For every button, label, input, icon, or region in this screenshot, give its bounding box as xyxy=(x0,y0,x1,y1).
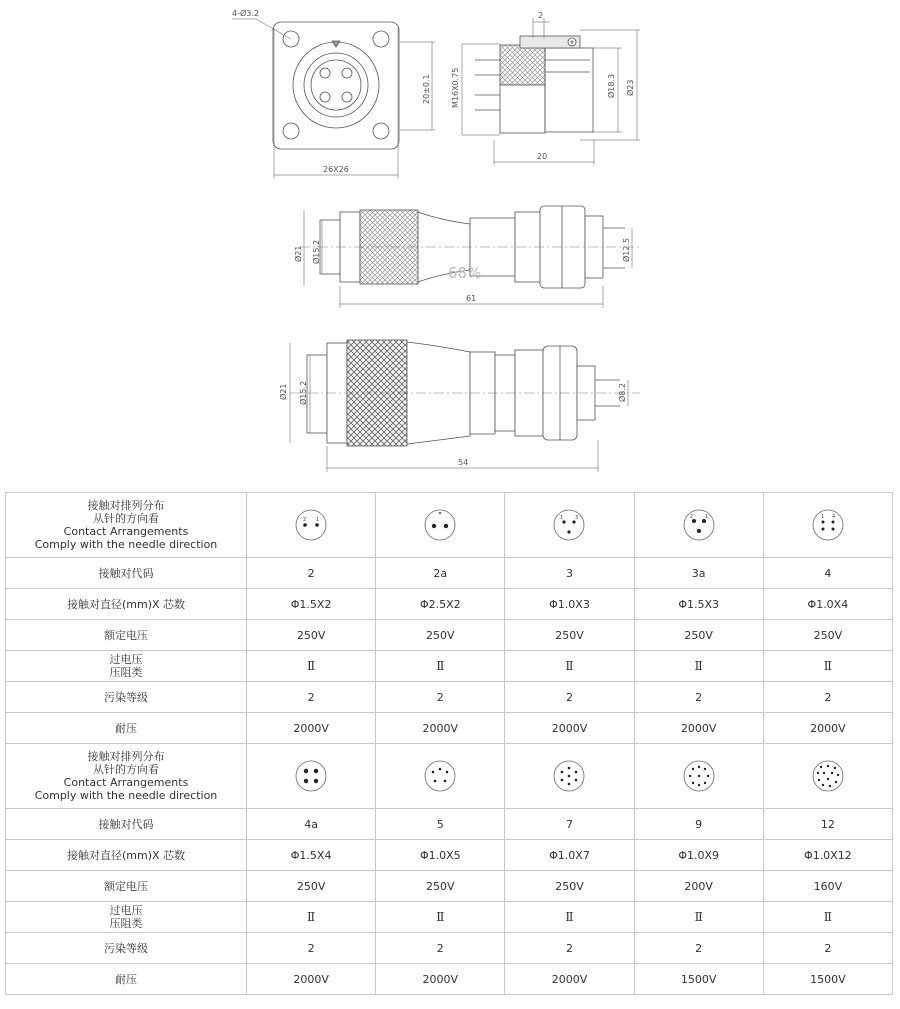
pollution-label: 污染等级 xyxy=(6,933,247,964)
watermark-label: 68% xyxy=(448,264,482,282)
table-row: 耐压 2000V 2000V 2000V 2000V 2000V xyxy=(6,713,893,744)
technical-drawing xyxy=(0,0,900,485)
dia-18-dimension: Ø18.3 xyxy=(607,73,616,98)
table-row: 污染等级 2 2 2 2 2 xyxy=(6,682,893,713)
plug2-inner-dia: Ø15.2 xyxy=(299,380,308,405)
contact-arrangement-label: 接触对排列分布 从针的方向看 Contact Arrangements Comply with the needle direction xyxy=(6,493,247,558)
table-row: 额定电压 250V 250V 250V 250V 250V xyxy=(6,620,893,651)
pin-7-icon xyxy=(552,759,586,793)
table-row: 污染等级 2 2 2 2 2 xyxy=(6,933,893,964)
svg-text:4: 4 xyxy=(831,514,836,520)
pin-3-icon xyxy=(552,508,586,542)
overvoltage-label: 过电压 压阻类 xyxy=(6,902,247,933)
plug-side-view-61 xyxy=(300,206,640,308)
contact-arrangement-label: 接触对排列分布 从针的方向看 Contact Arrangements Comply with the needle direction xyxy=(6,744,247,809)
plug2-length-dimension: 54 xyxy=(458,458,469,467)
svg-text:2: 2 xyxy=(689,514,693,520)
withstand-label: 耐压 xyxy=(6,713,247,744)
table-row: 过电压 压阻类 Ⅱ Ⅱ Ⅱ Ⅱ Ⅱ xyxy=(6,902,893,933)
hole-dimension: 4-Ø3.2 xyxy=(232,9,259,18)
table-row: 耐压 2000V 2000V 2000V 1500V 1500V xyxy=(6,964,893,995)
overvoltage-label: 过电压 压阻类 xyxy=(6,651,247,682)
pin-2a-icon xyxy=(423,508,457,542)
code-label: 接触对代码 xyxy=(6,558,247,589)
side-length-dimension: 20 xyxy=(537,152,548,161)
table-row: 接触对直径(mm)X 芯数 Φ1.5X2 Φ2.5X2 Φ1.0X3 Φ1.5X3 Φ1.0X4 xyxy=(6,589,893,620)
svg-text:1: 1 xyxy=(560,515,564,521)
pin-5-icon xyxy=(423,759,457,793)
dia-23-dimension: Ø23 xyxy=(626,79,635,96)
plug-inner-dia: Ø15.2 xyxy=(312,239,321,264)
table-row xyxy=(6,744,893,809)
gap-dimension: 2 xyxy=(538,11,544,20)
flange-width-dimension: 26X26 xyxy=(323,165,349,174)
svg-text:2: 2 xyxy=(303,517,307,523)
code-label: 接触对代码 xyxy=(6,809,247,840)
table-row: 接触对代码 4a 5 7 9 12 xyxy=(6,809,893,840)
table-row: 接触对直径(mm)X 芯数 Φ1.5X4 Φ1.0X5 Φ1.0X7 Φ1.0X9 Φ1.0X12 xyxy=(6,840,893,871)
plug2-cable-dia: Ø8.2 xyxy=(618,382,627,402)
pin-4a-icon xyxy=(294,759,328,793)
flange-height-dimension: 20±0.1 xyxy=(422,74,431,104)
table-row xyxy=(6,493,893,558)
pin-2-icon xyxy=(294,508,328,542)
flange-front-view xyxy=(232,19,435,178)
diameter-label: 接触对直径(mm)X 芯数 xyxy=(6,589,247,620)
pin-3a-icon xyxy=(682,508,716,542)
plug2-outer-dia: Ø21 xyxy=(279,383,288,400)
thread-dimension: M16X0.75 xyxy=(451,67,460,108)
voltage-label: 额定电压 xyxy=(6,620,247,651)
plug-cable-dia: Ø12.5 xyxy=(622,237,631,262)
spec-table xyxy=(5,492,893,995)
diameter-label: 接触对直径(mm)X 芯数 xyxy=(6,840,247,871)
plug-outer-dia: Ø21 xyxy=(294,245,303,262)
pin-9-icon xyxy=(682,759,716,793)
pollution-label: 污染等级 xyxy=(6,682,247,713)
plug-side-view-54 xyxy=(290,340,640,472)
table-row: 接触对代码 2 2a 3 3a 4 xyxy=(6,558,893,589)
svg-text:1: 1 xyxy=(704,514,708,520)
svg-text:3: 3 xyxy=(575,515,579,521)
voltage-label: 额定电压 xyxy=(6,871,247,902)
svg-text:1: 1 xyxy=(316,517,320,523)
plug-length-dimension: 61 xyxy=(466,294,477,303)
table-row: 过电压 压阻类 Ⅱ Ⅱ Ⅱ Ⅱ Ⅱ xyxy=(6,651,893,682)
withstand-label: 耐压 xyxy=(6,964,247,995)
pin-12-icon xyxy=(811,759,845,793)
pin-4-icon xyxy=(811,508,845,542)
table-row: 额定电压 250V 250V 250V 200V 160V xyxy=(6,871,893,902)
svg-text:1: 1 xyxy=(820,514,825,520)
